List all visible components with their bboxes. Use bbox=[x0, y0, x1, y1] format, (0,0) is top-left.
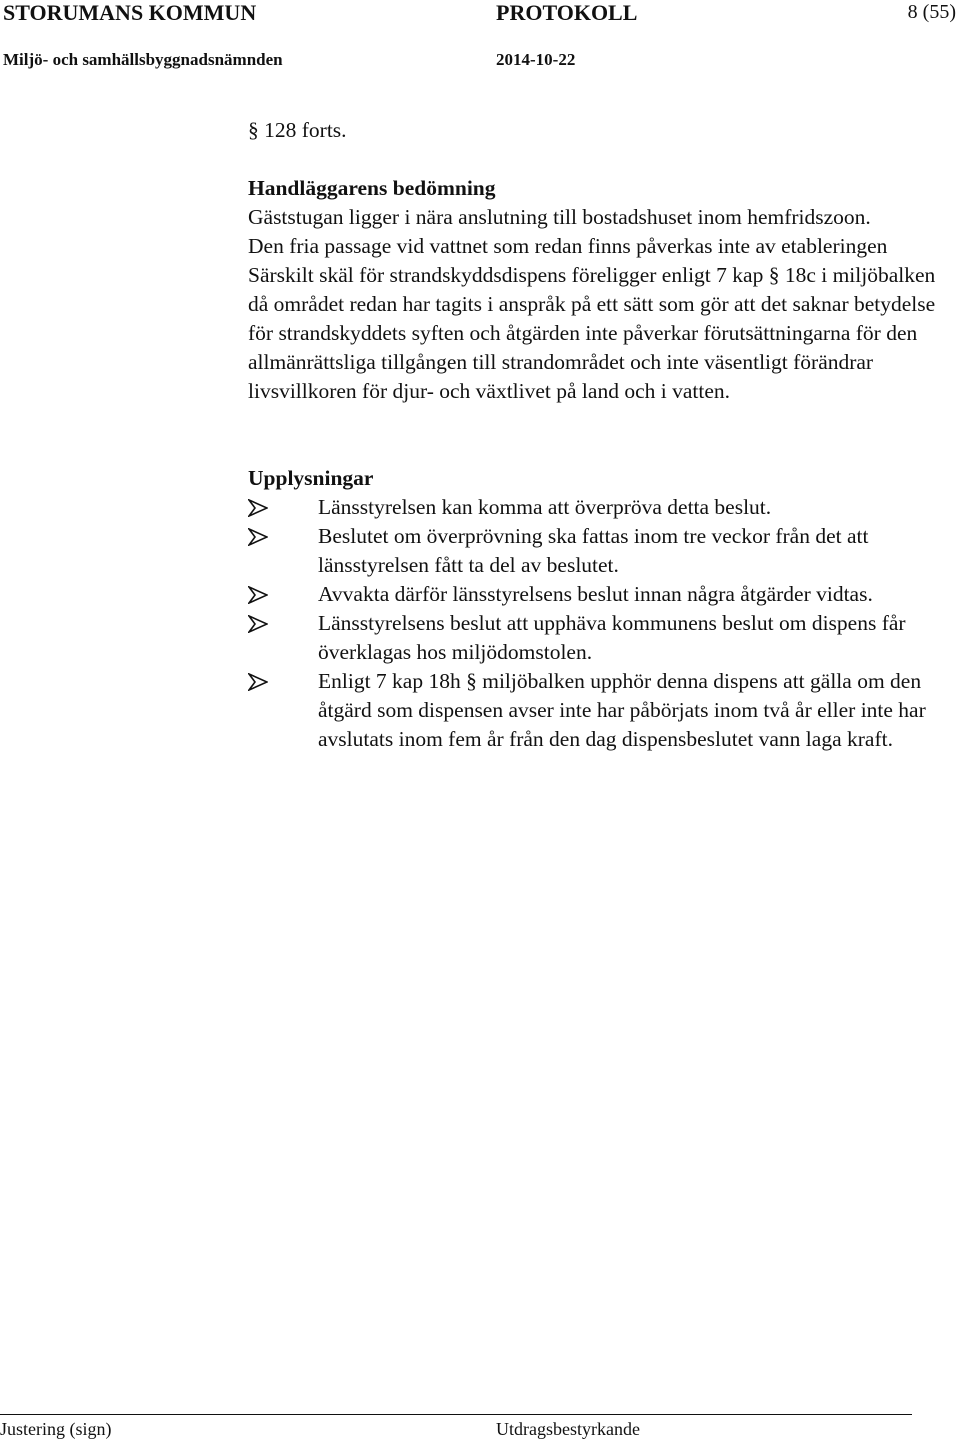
committee-name: Miljö- och samhällsbyggnadsnämnden bbox=[3, 50, 283, 69]
list-item-text: Länsstyrelsen kan komma att överpröva detta beslut. bbox=[318, 495, 772, 519]
page-number: 8 (55) bbox=[907, 1, 956, 23]
list-item-text: Enligt 7 kap 18h § miljöbalken upphör denna dispens att gälla om den åtgärd som dispensen avser inte har påbörjats inom två år eller inte har avslutats inom fem år från den dag dispensbeslutet vann laga kraft. bbox=[318, 669, 926, 751]
document-body bbox=[248, 116, 948, 754]
arrow-bullet-icon bbox=[248, 528, 268, 546]
arrow-bullet-icon bbox=[248, 615, 268, 633]
information-heading: Upplysningar bbox=[248, 466, 374, 490]
list-item bbox=[248, 609, 948, 667]
footer-certification-label: Utdragsbestyrkande bbox=[496, 1419, 640, 1439]
list-item-text: Beslutet om överprövning ska fattas inom tre veckor från det att länsstyrelsen fått ta del av beslutet. bbox=[318, 524, 869, 577]
list-item bbox=[248, 580, 948, 609]
list-item bbox=[248, 667, 948, 754]
list-item bbox=[248, 522, 948, 580]
assessment-line: Gäststugan ligger i nära anslutning till bostadshuset inom hemfridszoon. bbox=[248, 205, 871, 229]
assessment-line: Den fria passage vid vattnet som redan finns påverkas inte av etableringen bbox=[248, 234, 888, 258]
assessment-heading: Handläggarens bedömning bbox=[248, 176, 496, 200]
municipality-name: STORUMANS KOMMUN bbox=[3, 0, 257, 25]
list-item-text: Länsstyrelsens beslut att upphäva kommunens beslut om dispens får överklagas hos miljödomstolen. bbox=[318, 611, 906, 664]
arrow-bullet-icon bbox=[248, 586, 268, 604]
footer-signature-label: Justering (sign) bbox=[0, 1419, 112, 1439]
information-section bbox=[248, 464, 948, 754]
assessment-line: Särskilt skäl för strandskyddsdispens föreligger enligt 7 kap § 18c i miljöbalken då området redan har tagits i anspråk på ett sätt som gör att det saknar betydelse för strandskyddets syften och åtgärden inte påverkar förutsättningarna för den allmänrättsliga tillgången till strandområdet och inte väsentligt förändrar livsvillkoren för djur- och växtlivet på land och i vatten. bbox=[248, 263, 936, 403]
arrow-bullet-icon bbox=[248, 499, 268, 517]
footer-divider bbox=[0, 1414, 912, 1415]
list-item bbox=[248, 493, 948, 522]
arrow-bullet-icon bbox=[248, 673, 268, 691]
meeting-date: 2014-10-22 bbox=[496, 50, 576, 69]
information-list bbox=[248, 493, 948, 754]
section-reference: § 128 forts. bbox=[248, 118, 347, 142]
list-item-text: Avvakta därför länsstyrelsens beslut innan några åtgärder vidtas. bbox=[318, 582, 873, 606]
document-type: PROTOKOLL bbox=[496, 0, 638, 25]
assessment-section bbox=[248, 174, 948, 406]
